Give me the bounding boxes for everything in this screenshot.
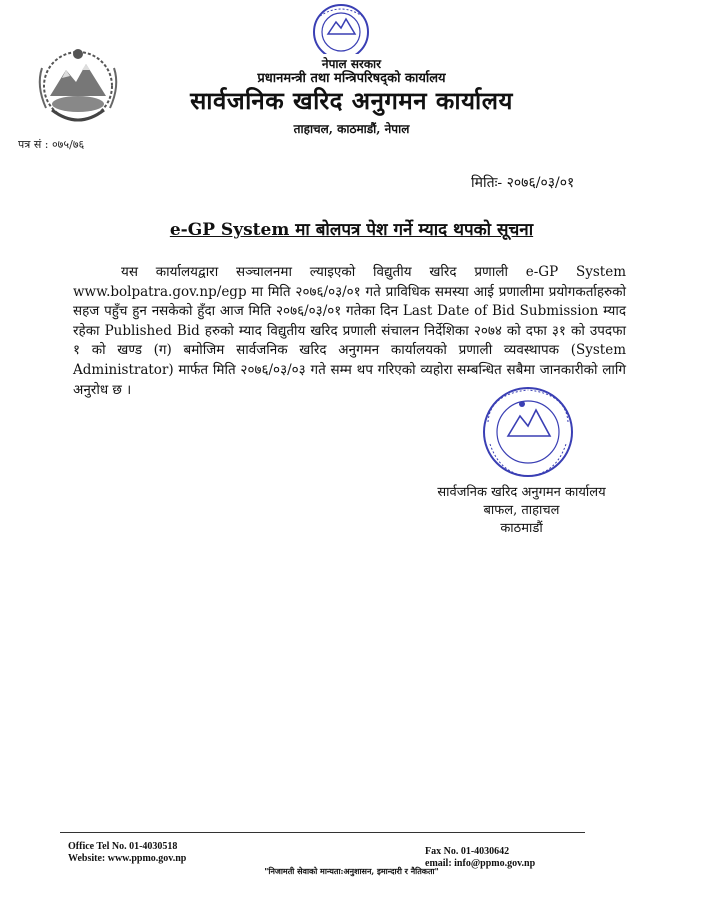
office-seal-icon (470, 382, 590, 482)
signature-city: काठमाडौं (500, 521, 543, 536)
document-date: मितिः- २०७६/०३/०१ (471, 175, 575, 191)
signature-place: बाफल, ताहाचल (483, 503, 560, 518)
footer-email: email: info@ppmo.gov.np (425, 858, 536, 869)
reference-number: पत्र सं : ०७५/७६ (18, 138, 85, 151)
footer-telephone: Office Tel No. 01-4030518 (68, 841, 178, 852)
notice-body: यस कार्यालयद्वारा सञ्चालनमा ल्याइएको विद्युतीय खरिद प्रणाली e-GP System www.bolpatra.gov.np/egp मा मिति २०७६/०३/०१ गते प्राविधिक समस्या आई प्रणालीमा प्रयोगकर्ताहरुको सहज पहुँच हुन नसकेको हुँदा आज मिति २०७६/०३/०१ गतेका दिन Last Date of Bid Submission म्याद रहेका Published Bid हरुको म्याद विद्युतीय खरिद प्रणाली संचालन निर्देशिका २०७४ को दफा ३१ को उपदफा १ को खण्ड (ग) बमोजिम सार्वजनिक खरिद अनुगमन कार्यालयको प्रणाली व्यवस्थापक (System Administrator) मार्फत मिति २०७६/०३/०३ गते सम्म थप गरिएको व्यहोरा सम्बन्धित सबैमा जानकारीको लागि अनुरोध छ । (73, 264, 626, 398)
office-seal-icon (306, 4, 376, 54)
letterhead-title: सार्वजनिक खरिद अनुगमन कार्यालय (190, 86, 513, 115)
footer-website: Website: www.ppmo.gov.np (68, 853, 187, 864)
letterhead-government: नेपाल सरकार (321, 57, 382, 71)
letterhead-address: ताहाचल, काठमाडौं, नेपाल (293, 122, 410, 136)
letterhead-ministry: प्रधानमन्त्री तथा मन्त्रिपरिषद्को कार्यालय (257, 71, 446, 86)
footer-fax: Fax No. 01-4030642 (425, 846, 510, 857)
footer-divider (60, 832, 585, 833)
footer-motto: "निजामती सेवाको मान्यता:अनुशासन, इमान्दारी र नैतिकता" (264, 866, 439, 876)
signature-office: सार्वजनिक खरिद अनुगमन कार्यालय (437, 485, 606, 500)
notice-subject: e-GP System मा बोलपत्र पेश गर्ने म्याद थपको सूचना (169, 220, 534, 240)
